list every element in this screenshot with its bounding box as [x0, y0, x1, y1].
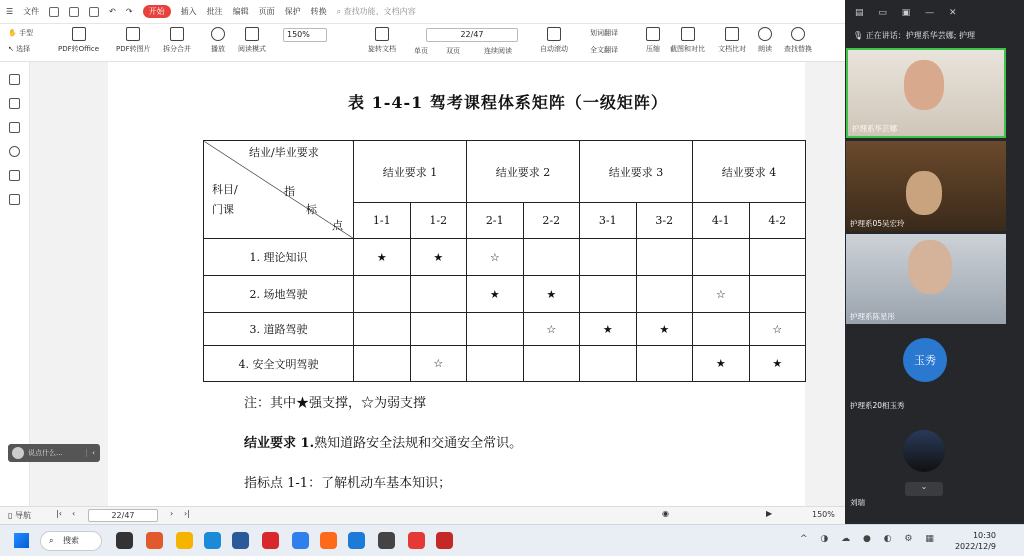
chat-placeholder: 说点什么...	[28, 449, 63, 457]
requirement-heading: 结业要求 1.	[244, 436, 315, 451]
header-indicator-label-3: 点	[332, 219, 343, 232]
table-row	[204, 276, 806, 313]
save-icon[interactable]	[69, 7, 79, 17]
chat-input-widget[interactable]	[8, 444, 100, 462]
open-icon[interactable]	[49, 7, 59, 17]
select-tool[interactable]	[8, 44, 30, 54]
matrix-cell	[354, 313, 411, 346]
compress-button[interactable]: 压缩	[646, 27, 660, 54]
speaking-indicator: 🎙 正在讲话：护理系华芸娜; 护理	[853, 31, 975, 40]
document-page	[108, 62, 805, 506]
indicator-header: 4-2	[749, 203, 806, 239]
zoom-select[interactable]: 150%	[283, 28, 327, 42]
participant-name: 护理系陈星彤	[850, 312, 895, 321]
status-bar	[0, 506, 845, 524]
participant-name: 护理系华芸娜	[852, 124, 897, 133]
firefox-icon[interactable]	[320, 532, 337, 549]
indicator-header: 3-1	[580, 203, 637, 239]
eye-icon[interactable]: ◉	[662, 509, 669, 518]
matrix-cell	[410, 276, 467, 313]
collapse-icon[interactable]: ‹	[86, 449, 100, 457]
screenshot-icon	[681, 27, 695, 41]
matrix-cell: ★	[693, 346, 750, 382]
participant-face	[908, 240, 952, 294]
double-page-button[interactable]: 双页	[446, 47, 460, 55]
matrix-cell: ★	[523, 276, 580, 313]
thumbnail-icon[interactable]	[9, 98, 20, 109]
menu-annotate[interactable]: 批注	[206, 7, 223, 16]
menu-file[interactable]: 文件	[23, 7, 40, 16]
participant-name: 护理系20相玉秀	[850, 401, 905, 410]
menu-protect[interactable]: 保护	[284, 7, 301, 16]
nav-icon: ▯	[8, 511, 15, 520]
participant-name: 护理系05吴宏玲	[850, 219, 905, 228]
menu-convert[interactable]: 转换	[310, 7, 327, 16]
wps-icon[interactable]	[408, 532, 425, 549]
next-page-icon[interactable]: ›	[170, 509, 174, 518]
matrix-cell	[354, 276, 411, 313]
prev-page-icon[interactable]: ‹	[72, 509, 76, 518]
header-diagonal-cell	[204, 141, 354, 239]
status-page-input[interactable]: 22/47	[88, 509, 158, 522]
scroll-icon	[547, 27, 561, 41]
matrix-cell: ☆	[467, 239, 524, 276]
header-indicator-label-1: 指	[284, 185, 295, 198]
single-page-button[interactable]: 单页	[414, 47, 428, 55]
matrix-cell: ☆	[693, 276, 750, 313]
play-slideshow-icon[interactable]: ▶	[766, 509, 773, 518]
matrix-cell	[749, 239, 806, 276]
find-icon	[791, 27, 805, 41]
header-indicator-label-2: 标	[306, 203, 317, 216]
matrix-cell: ☆	[523, 313, 580, 346]
doc-margin-left	[30, 62, 108, 506]
video-tile[interactable]	[846, 234, 1006, 324]
indicator-header: 1-2	[410, 203, 467, 239]
attachment-icon[interactable]	[9, 146, 20, 157]
meeting-panel	[845, 0, 1024, 524]
search-icon: ⌕	[336, 7, 344, 16]
participant-name: 刘瑞	[850, 498, 865, 507]
indicator-header: 2-2	[523, 203, 580, 239]
row-label: 2. 场地驾驶	[204, 276, 354, 313]
app-icon[interactable]	[146, 532, 163, 549]
row-label: 1. 理论知识	[204, 239, 354, 276]
redo-icon[interactable]: ↷	[125, 7, 133, 16]
matrix-cell	[467, 346, 524, 382]
video-tile[interactable]	[846, 48, 1006, 138]
req-header: 结业要求 4	[693, 141, 806, 203]
matrix-cell	[693, 239, 750, 276]
menu-insert[interactable]: 插入	[180, 7, 197, 16]
app-icon[interactable]	[292, 532, 309, 549]
app-icon[interactable]	[116, 532, 133, 549]
toolbar	[0, 24, 845, 62]
requirement-text: 熟知道路安全法规和交通安全常识。	[314, 436, 523, 451]
pdf-office-icon	[72, 27, 86, 41]
word-translate-button[interactable]: 划词翻译	[590, 29, 618, 37]
table-row	[204, 313, 806, 346]
taskbar	[0, 524, 1024, 556]
app-icon[interactable]	[348, 532, 365, 549]
read-aloud-button[interactable]: 朗读	[758, 27, 772, 54]
participant-face	[906, 171, 942, 215]
req-header: 结业要求 3	[580, 141, 693, 203]
matrix-cell	[354, 346, 411, 382]
search-icon: ⌕	[49, 536, 54, 545]
indicator-paragraph: 指标点 1-1：了解机动车基本知识；	[244, 476, 452, 491]
search-input[interactable]	[337, 6, 416, 17]
matrix-cell: ★	[354, 239, 411, 276]
continuous-read-button[interactable]: 连续阅读	[484, 47, 512, 55]
video-tile[interactable]	[846, 141, 1006, 231]
matrix-cell: ★	[467, 276, 524, 313]
edge-icon[interactable]	[204, 532, 221, 549]
doc-compare-button[interactable]: 文档比对	[718, 27, 746, 54]
matrix-cell	[580, 276, 637, 313]
find-replace-button[interactable]: 查找替换	[784, 27, 812, 54]
avatar	[903, 430, 945, 472]
menu-edit[interactable]: 编辑	[232, 7, 249, 16]
pdf-image-icon	[126, 27, 140, 41]
status-zoom[interactable]: 150%	[812, 510, 835, 519]
app-icon[interactable]	[262, 532, 279, 549]
matrix-cell: ★	[636, 313, 693, 346]
participant-face	[904, 60, 944, 110]
rotate-button[interactable]: 旋转文档	[368, 27, 396, 54]
layers-icon[interactable]	[9, 194, 20, 205]
matrix-cell	[580, 239, 637, 276]
menu-icon[interactable]: ☰	[6, 7, 14, 16]
comment-icon[interactable]	[9, 122, 20, 133]
row-label: 4. 安全文明驾驶	[204, 346, 354, 382]
table-note: 注：其中★强支撑，☆为弱支撑	[244, 396, 427, 411]
menu-start[interactable]: 开始	[143, 5, 171, 18]
first-page-icon[interactable]: |‹	[56, 509, 62, 518]
indicator-header: 4-1	[693, 203, 750, 239]
matrix-cell: ☆	[749, 313, 806, 346]
header-requirement-label: 结业/毕业要求	[249, 146, 319, 159]
read-mode-button[interactable]: 阅读模式	[238, 27, 266, 54]
menu-page[interactable]: 页面	[258, 7, 275, 16]
req-header: 结业要求 2	[467, 141, 580, 203]
rotate-icon	[375, 27, 389, 41]
last-page-icon[interactable]: ›|	[184, 509, 190, 518]
avatar: 玉秀	[903, 338, 947, 382]
screenshot-compare-button[interactable]: 截图和对比	[670, 27, 705, 54]
system-tray-icons[interactable]: ^ ◑ ☁ ● ◐ ⚙ ▦	[800, 534, 939, 544]
app-icon[interactable]	[436, 532, 453, 549]
pdf-to-office-button[interactable]: PDF转Office	[58, 27, 99, 54]
matrix-cell	[749, 276, 806, 313]
matrix-cell: ★	[580, 313, 637, 346]
full-translate-button[interactable]: 全文翻译	[590, 46, 618, 54]
taskbar-clock[interactable]: 10:30 2022/12/9	[954, 531, 996, 551]
matrix-cell	[636, 276, 693, 313]
matrix-cell	[693, 313, 750, 346]
indicator-header: 3-2	[636, 203, 693, 239]
req-header: 结业要求 1	[354, 141, 467, 203]
auto-scroll-button[interactable]: 自动滚动	[540, 27, 568, 54]
chevron-down-icon[interactable]: ⌄	[905, 482, 943, 496]
split-icon	[170, 27, 184, 41]
course-matrix-table	[203, 140, 806, 382]
cursor-icon: ↖ 选择	[8, 45, 31, 53]
row-label: 3. 道路驾驶	[204, 313, 354, 346]
windows-start-icon[interactable]	[14, 533, 29, 548]
split-merge-button[interactable]: 拆分合并	[163, 27, 191, 54]
table-row	[204, 346, 806, 382]
table-row	[204, 239, 806, 276]
matrix-cell	[410, 313, 467, 346]
print-icon[interactable]	[89, 7, 99, 17]
matrix-cell: ★	[410, 239, 467, 276]
matrix-cell	[523, 239, 580, 276]
header-subject-label: 科目/	[212, 183, 238, 196]
page-input[interactable]: 22/47	[426, 28, 518, 42]
window-controls[interactable]: ▤ ▭ ▣ — ✕	[855, 8, 963, 18]
matrix-cell: ☆	[410, 346, 467, 382]
search-placeholder: 查找功能、文档内容	[343, 7, 416, 16]
nav-button[interactable]: ▯ 导航	[8, 511, 31, 520]
app-icon[interactable]	[378, 532, 395, 549]
sign-icon[interactable]	[9, 170, 20, 181]
taskbar-search[interactable]: ⌕ 搜索	[40, 531, 102, 551]
header-course-label: 门课	[212, 203, 234, 216]
hand-icon: ✋ 手型	[8, 29, 33, 37]
indicator-header: 1-1	[354, 203, 411, 239]
hand-tool[interactable]	[8, 28, 33, 38]
compress-icon	[646, 27, 660, 41]
table-title: 表 1-4-1 驾考课程体系矩阵（一级矩阵）	[348, 93, 668, 112]
speaker-icon	[758, 27, 772, 41]
undo-icon[interactable]: ↶	[109, 7, 116, 16]
bookmark-icon[interactable]	[9, 74, 20, 85]
book-icon	[245, 27, 259, 41]
matrix-cell: ★	[749, 346, 806, 382]
matrix-cell	[636, 239, 693, 276]
menu-bar	[0, 0, 845, 24]
play-button[interactable]: 播放	[211, 27, 225, 54]
mic-icon: 🎙	[853, 31, 866, 40]
requirement-paragraph	[244, 432, 522, 451]
matrix-cell	[523, 346, 580, 382]
emoji-icon[interactable]	[12, 447, 24, 459]
matrix-cell	[580, 346, 637, 382]
play-icon	[211, 27, 225, 41]
matrix-cell	[467, 313, 524, 346]
indicator-header: 2-1	[467, 203, 524, 239]
app-icon[interactable]	[232, 532, 249, 549]
compare-icon	[725, 27, 739, 41]
left-sidebar	[0, 62, 30, 506]
matrix-cell	[636, 346, 693, 382]
pdf-to-image-button[interactable]: PDF转图片	[116, 27, 151, 54]
doc-margin-right	[805, 62, 845, 506]
folder-icon[interactable]	[176, 532, 193, 549]
